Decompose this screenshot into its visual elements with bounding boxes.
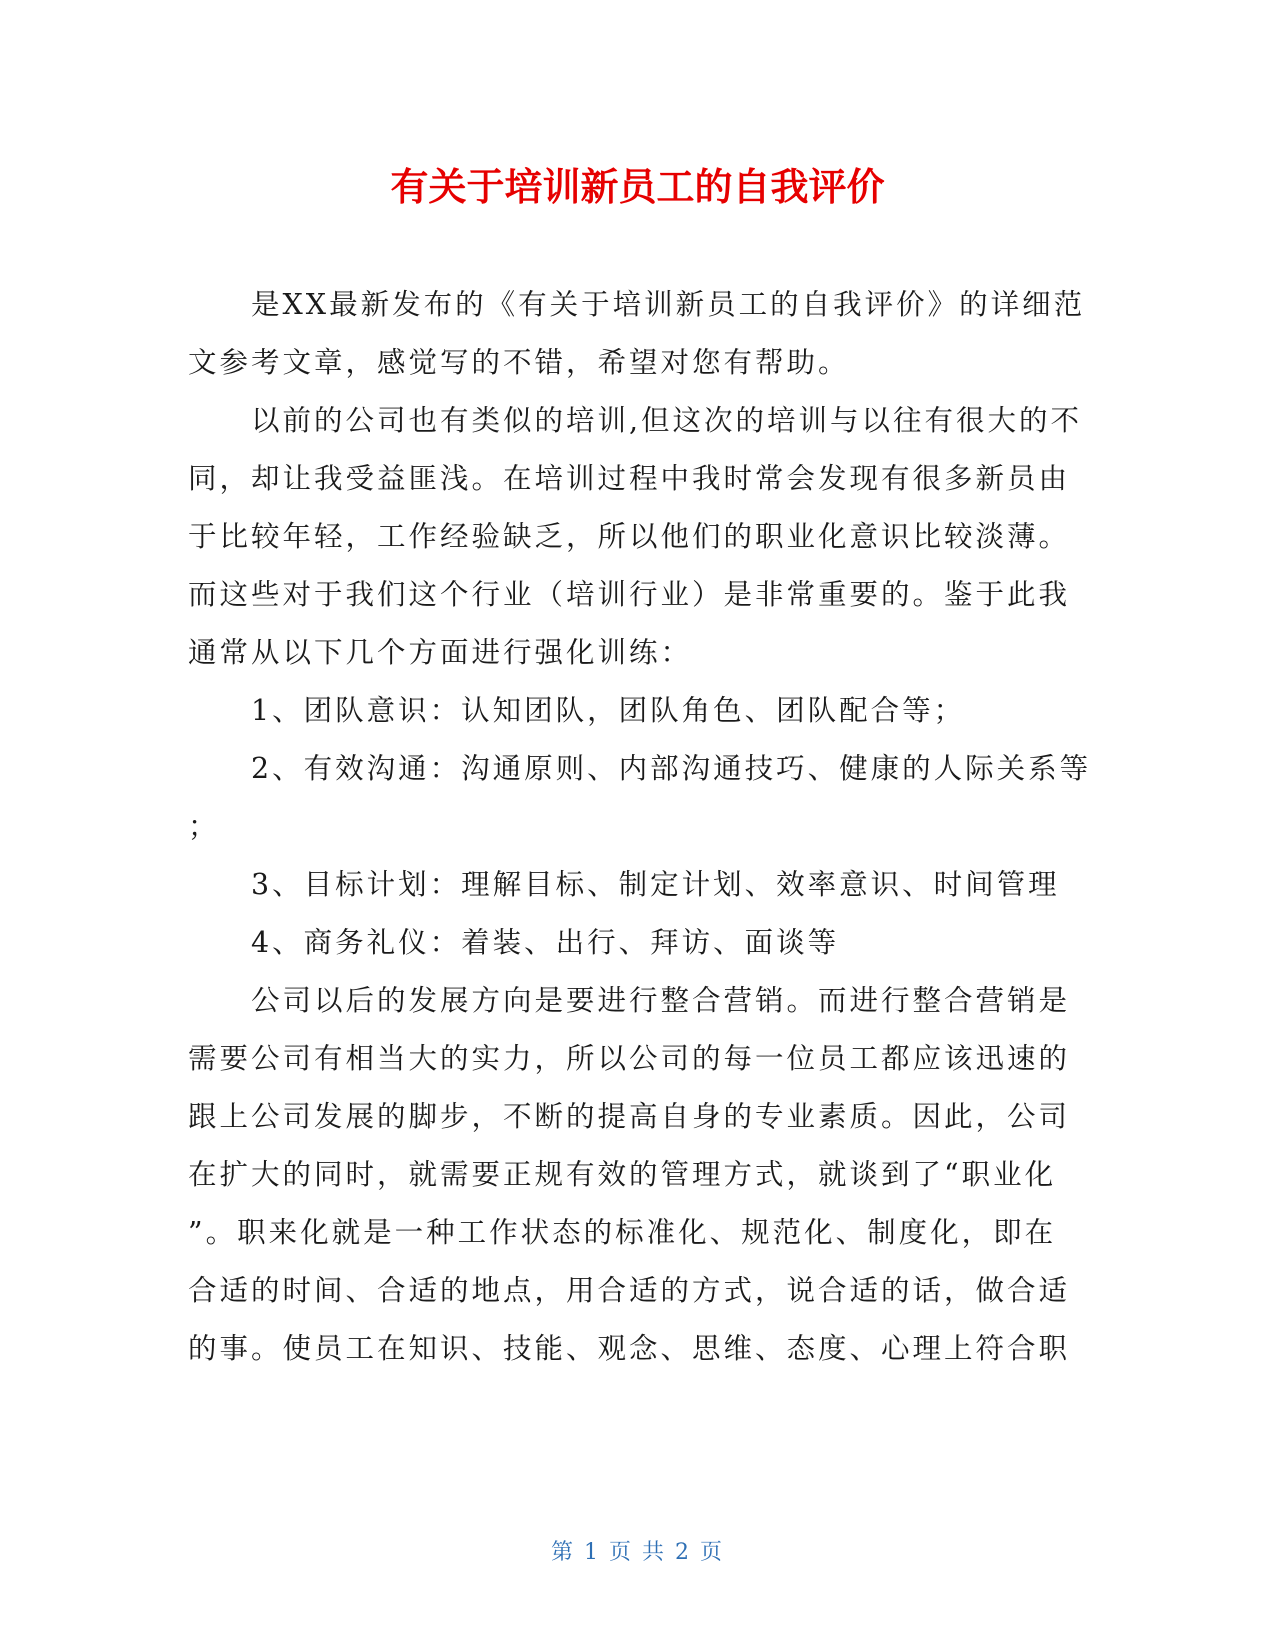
list-item-2: 2、有效沟通：沟通原则、内部沟通技巧、健康的人际关系等 <box>188 752 1092 785</box>
page-number-footer: 第 1 页 共 2 页 <box>551 1540 724 1565</box>
body-line-18: 合适的时间、合适的地点，用合适的方式，说合适的话，做合适 <box>188 1274 1071 1307</box>
body-line-5: 于比较年轻，工作经验缺乏，所以他们的职业化意识比较淡薄。 <box>188 520 1071 553</box>
list-item-2-continuation: ； <box>188 810 220 843</box>
list-item-3: 3、目标计划：理解目标、制定计划、效率意识、时间管理 <box>188 868 1060 901</box>
body-line-15: 跟上公司发展的脚步，不断的提高自身的专业素质。因此，公司 <box>188 1100 1071 1133</box>
body-line-6: 而这些对于我们这个行业（培训行业）是非常重要的。鉴于此我 <box>188 578 1071 611</box>
body-line-4: 同，却让我受益匪浅。在培训过程中我时常会发现有很多新员由 <box>188 462 1071 495</box>
document-title: 有关于培训新员工的自我评价 <box>390 165 885 209</box>
body-line-19: 的事。使员工在知识、技能、观念、思维、态度、心理上符合职 <box>188 1332 1071 1365</box>
body-line-7: 通常从以下几个方面进行强化训练： <box>188 636 693 669</box>
body-line-17: ”。职来化就是一种工作状态的标准化、规范化、制度化，即在 <box>188 1216 1057 1249</box>
body-line-1: 是XX最新发布的《有关于培训新员工的自我评价》的详细范 <box>188 288 1086 321</box>
list-item-4: 4、商务礼仪：着装、出行、拜访、面谈等 <box>188 926 840 959</box>
body-line-13: 公司以后的发展方向是要进行整合营销。而进行整合营销是 <box>188 984 1071 1017</box>
list-item-1: 1、团队意识：认知团队，团队角色、团队配合等； <box>188 694 966 727</box>
body-line-16: 在扩大的同时，就需要正规有效的管理方式，就谈到了“职业化 <box>188 1158 1057 1191</box>
body-line-2: 文参考文章，感觉写的不错，希望对您有帮助。 <box>188 346 850 379</box>
body-line-14: 需要公司有相当大的实力，所以公司的每一位员工都应该迅速的 <box>188 1042 1071 1075</box>
body-line-3: 以前的公司也有类似的培训,但这次的培训与以往有很大的不 <box>188 404 1083 437</box>
